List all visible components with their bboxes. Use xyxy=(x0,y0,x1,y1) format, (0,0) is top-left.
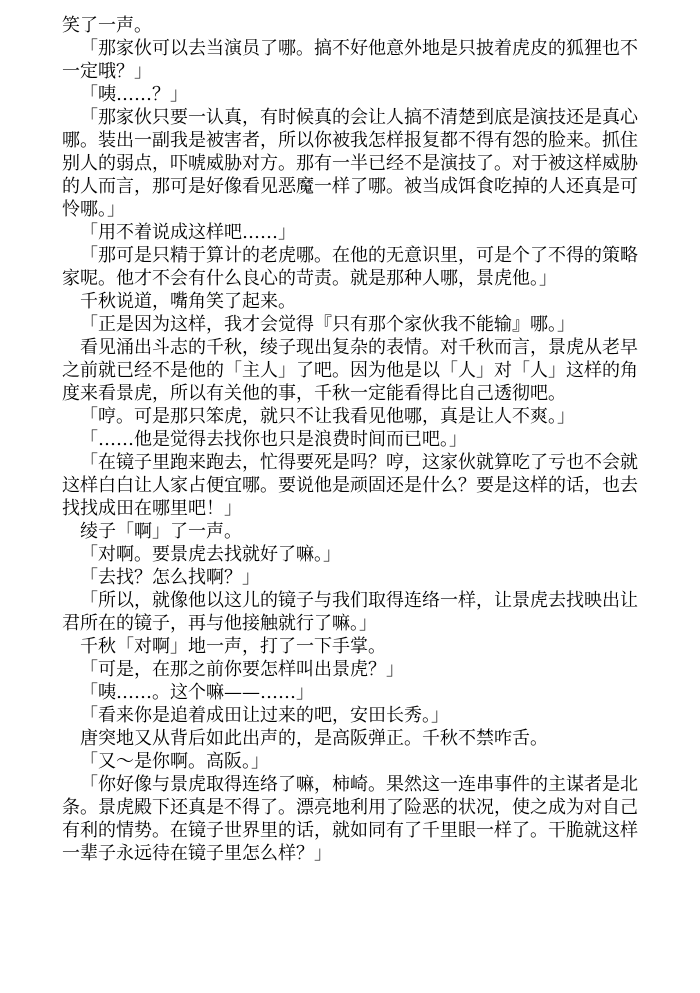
paragraph: 「在镜子里跑来跑去，忙得要死是吗？哼，这家伙就算吃了亏也不会就这样白白让人家占便宜哪。要说他是顽固还是什么？要是这样的话，也去找找成田在哪里吧！」 xyxy=(62,452,638,519)
paragraph: 唐突地又从背后如此出声的，是高阪弹正。千秋不禁咋舌。 xyxy=(80,728,548,749)
paragraph: 「咦……？」 xyxy=(80,84,188,105)
paragraph: 绫子「啊」了一声。 xyxy=(80,521,242,542)
paragraph: 「所以，就像他以这儿的镜子与我们取得连络一样，让景虎去找映出让君所在的镜子，再与他接触就行了嘛。」 xyxy=(62,590,638,634)
paragraph: 笑了一声。 xyxy=(62,15,152,36)
paragraph: 「哼。可是那只笨虎，就只不让我看见他哪，真是让人不爽。」 xyxy=(80,406,575,427)
paragraph: 「用不着说成这样吧……」 xyxy=(80,222,296,243)
paragraph: 「你好像与景虎取得连络了嘛，柿崎。果然这一连串事件的主谋者是北条。景虎殿下还真是不得了。漂亮地利用了险恶的状况，使之成为对自己有利的情势。在镜子世界里的话，就如同有了千里眼一样了。干脆就这样一辈子永远待在镜子里怎么样？」 xyxy=(62,774,638,864)
paragraph: 「又～是你啊。高阪。」 xyxy=(80,751,269,772)
paragraph: 「正是因为这样，我才会觉得『只有那个家伙我不能输』哪。」 xyxy=(80,314,575,335)
novel-page xyxy=(62,14,638,865)
paragraph: 「看来你是追着成田让过来的吧，安田长秀。」 xyxy=(80,705,449,726)
paragraph: 千秋「对啊」地一声，打了一下手掌。 xyxy=(80,636,386,657)
paragraph: 「那家伙只要一认真，有时候真的会让人搞不清楚到底是演技还是真心哪。装出一副我是被害者，所以你被我怎样报复都不得有怨的脸来。抓住别人的弱点，吓唬威胁对方。那有一半已经不是演技了。对于被这样威胁的人而言，那可是好像看见恶魔一样了哪。被当成饵食吃掉的人还真是可怜哪。」 xyxy=(62,107,638,220)
paragraph: 「那可是只精于算计的老虎哪。在他的无意识里，可是个了不得的策略家呢。他才不会有什么良心的苛责。就是那种人哪，景虎他。」 xyxy=(62,245,638,289)
paragraph: 「对啊。要景虎去找就好了嘛。」 xyxy=(80,544,341,565)
paragraph: 「咦……。这个嘛——……」 xyxy=(80,682,314,703)
paragraph: 「去找？怎么找啊？」 xyxy=(80,567,260,588)
paragraph: 「……他是觉得去找你也只是浪费时间而已吧。」 xyxy=(80,429,467,450)
paragraph: 「可是，在那之前你要怎样叫出景虎？」 xyxy=(80,659,404,680)
paragraph: 千秋说道，嘴角笑了起来。 xyxy=(80,291,296,312)
paragraph: 「那家伙可以去当演员了哪。搞不好他意外地是只披着虎皮的狐狸也不一定哦？」 xyxy=(62,38,638,82)
paragraph: 看见涌出斗志的千秋，绫子现出复杂的表情。对千秋而言，景虎从老早之前就已经不是他的「主人」了吧。因为他是以「人」对「人」这样的角度来看景虎，所以有关他的事，千秋一定能看得比自己透彻吧。 xyxy=(62,337,638,404)
